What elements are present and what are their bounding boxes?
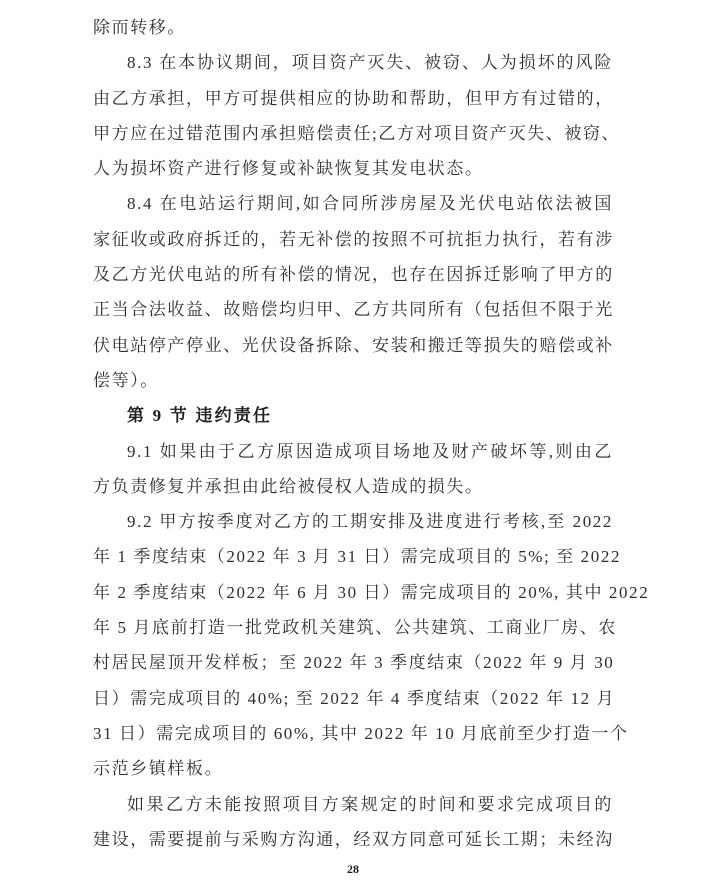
paragraph-closing: [93, 787, 613, 858]
paragraph-8-4: [93, 186, 613, 398]
text-line: 甲方应在过错范围内承担赔偿责任;乙方对项目资产灭失、被窃、: [93, 123, 621, 143]
text-line: 人为损坏资产进行修复或补缺恢复其发电状态。: [93, 159, 484, 179]
text-line: 建设，需要提前与采购方沟通，经双方同意可延长工期；未经沟: [93, 829, 614, 849]
text-line: 年 1 季度结束（2022 年 3 月 31 日）需完成项目的 5%; 至 2022: [93, 547, 622, 567]
text-line: 由乙方承担，甲方可提供相应的协助和帮助，但甲方有过错的，: [93, 88, 614, 108]
text-line: 伏电站停产停业、光伏设备拆除、安装和搬迁等损失的赔偿或补: [93, 335, 614, 355]
text-line: 日）需完成项目的 40%; 至 2022 年 4 季度结束（2022 年 12 月: [93, 688, 616, 708]
section-9-heading: [93, 398, 613, 433]
text-line: 31 日）需完成项目的 60%, 其中 2022 年 10 月底前至少打造一个: [93, 723, 629, 743]
text-line: 偿等）。: [93, 370, 159, 390]
text-line: 正当合法收益、故赔偿均归甲、乙方共同所有（包括但不限于光: [93, 300, 614, 320]
paragraph-8-3: [93, 45, 621, 186]
text-line: 年 5 月底前打造一批党政机关建筑、公共建筑、工商业厂房、农: [93, 618, 617, 638]
text-line: 除而转移。: [93, 18, 186, 37]
text-line: 方负责修复并承担由此给被侵权人造成的损失。: [93, 476, 484, 496]
text-line: 示范乡镇样板。: [93, 759, 224, 779]
paragraph-9-1: [93, 434, 613, 505]
text-line: 如果乙方未能按照项目方案规定的时间和要求完成项目的: [127, 794, 613, 814]
text-line: 8.4 在电站运行期间,如合同所涉房屋及光伏电站依法被国: [127, 194, 613, 214]
text-line: 村居民屋顶开发样板；至 2022 年 3 季度结束（2022 年 9 月 30: [93, 653, 615, 673]
paragraph-9-2: [93, 504, 650, 786]
section-title: 第 9 节 违约责任: [127, 406, 273, 426]
text-line: 9.1 如果由于乙方原因造成项目场地及财产破坏等,则由乙: [127, 441, 613, 461]
text-line: 8.3 在本协议期间，项目资产灭失、被窃、人为损坏的风险: [127, 53, 613, 73]
text-line: 家征收或政府拆迁的，若无补偿的按照不可抗拒力执行，若有涉: [93, 229, 614, 249]
text-line: 年 2 季度结束（2022 年 6 月 30 日）需完成项目的 20%, 其中 2022: [93, 582, 650, 602]
text-line: 9.2 甲方按季度对乙方的工期安排及进度进行考核,至 2022: [127, 512, 613, 532]
text-line: 及乙方光伏电站的所有补偿的情况，也存在因拆迁影响了甲方的: [93, 265, 614, 285]
paragraph-continuation: [93, 10, 613, 45]
page-number: 28: [347, 862, 359, 877]
